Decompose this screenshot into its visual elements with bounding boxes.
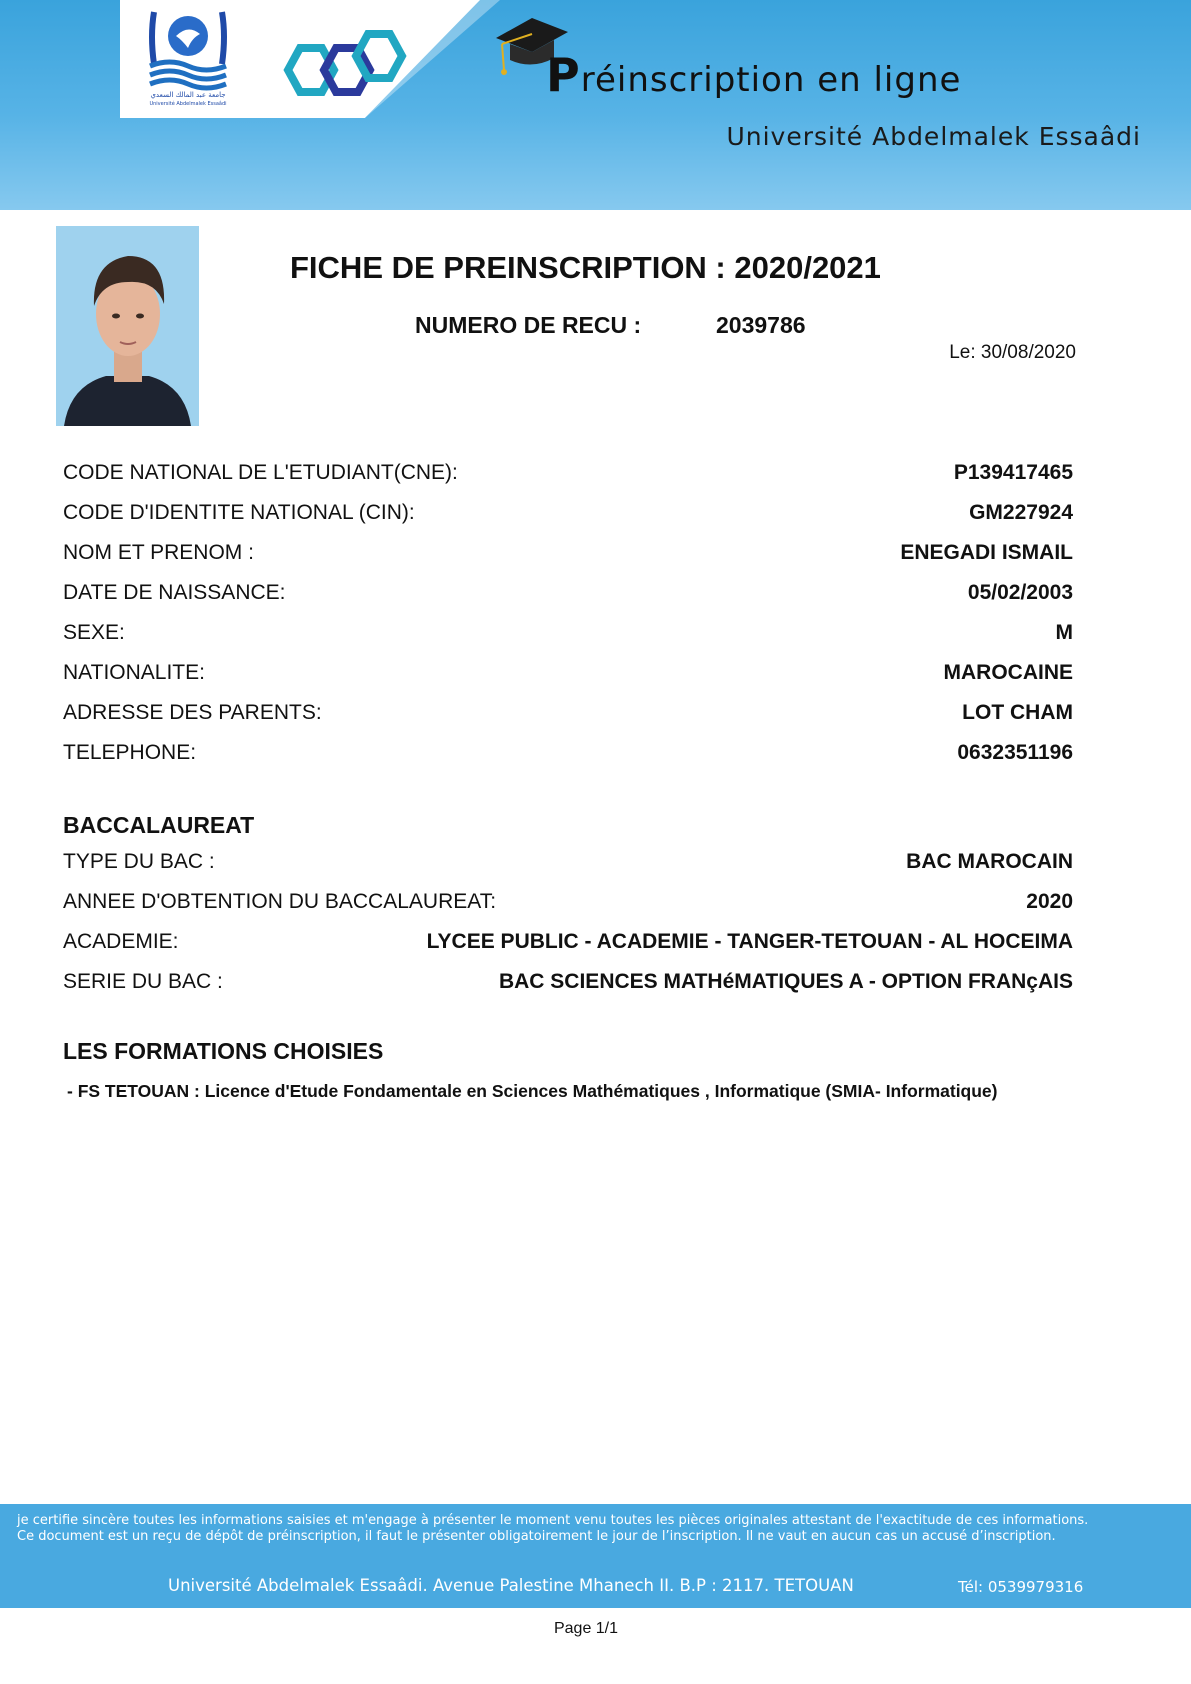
logo-caption-fr: Université Abdelmalek Essaâdi	[149, 101, 227, 106]
student-photo	[56, 226, 199, 426]
info-value: BAC MAROCAIN	[906, 850, 1073, 873]
info-label: NATIONALITE:	[63, 661, 205, 684]
info-label: ANNEE D'OBTENTION DU BACCALAUREAT:	[63, 890, 497, 913]
info-value: MAROCAINE	[943, 661, 1073, 684]
footer-band	[0, 1504, 1191, 1608]
info-row-name	[63, 541, 1073, 571]
info-label: SEXE:	[63, 621, 125, 644]
info-value: BAC SCIENCES MATHéMATIQUES A - OPTION FRANçAIS	[498, 970, 1073, 993]
footer-address: Université Abdelmalek Essaâdi. Avenue Palestine Mhanech II. B.P : 2117. TETOUAN	[168, 1576, 854, 1595]
info-value: LYCEE PUBLIC - ACADEMIE - TANGER-TETOUAN - AL HOCEIMA	[426, 930, 1073, 953]
footer-phone: Tél: 0539979316	[958, 1578, 1084, 1596]
app-title-initial: P	[546, 48, 581, 102]
formation-item: - FS TETOUAN : Licence d'Etude Fondamentale en Sciences Mathématiques , Informatique (SMIA- Informatique)	[67, 1081, 998, 1101]
university-logo-icon	[140, 6, 236, 106]
chain-links-icon	[282, 30, 412, 110]
receipt-number-label: NUMERO DE RECU :	[415, 312, 642, 338]
info-label: DATE DE NAISSANCE:	[63, 581, 286, 604]
info-label: TELEPHONE:	[63, 741, 197, 764]
logo-caption-ar: جامعة عبد المالك السعدي	[150, 91, 226, 99]
certification-line-1: je certifie sincère toutes les informations saisies et m'engage à présenter le moment venu toutes les pièces originales attestant de l'exactitude de ces informations.	[17, 1513, 1089, 1528]
university-name: Université Abdelmalek Essaâdi	[726, 122, 1141, 151]
info-value: ENEGADI ISMAIL	[900, 541, 1073, 564]
info-row-cin	[63, 501, 1073, 531]
info-value: GM227924	[969, 501, 1073, 524]
info-row-bac-serie	[63, 970, 1073, 1000]
info-label: CODE NATIONAL DE L'ETUDIANT(CNE):	[63, 461, 458, 484]
info-row-academie	[63, 930, 1073, 960]
info-value: 0632351196	[957, 741, 1073, 764]
student-photo-portrait	[56, 226, 199, 426]
receipt-number-value: 2039786	[716, 312, 806, 338]
info-row-sex	[63, 621, 1073, 651]
info-value: 2020	[1026, 890, 1073, 913]
info-row-parents-address	[63, 701, 1073, 731]
info-label: ACADEMIE:	[63, 930, 179, 953]
info-row-bac-type	[63, 850, 1073, 880]
baccalaureat-heading: BACCALAUREAT	[63, 812, 255, 838]
info-row-bac-year	[63, 890, 1073, 920]
app-title-rest: réinscription en ligne	[580, 60, 962, 100]
page-number: Page 1/1	[553, 1620, 619, 1637]
document-date: Le: 30/08/2020	[949, 342, 1076, 363]
info-row-nationality	[63, 661, 1073, 691]
info-row-telephone	[63, 741, 1073, 771]
info-row-birthdate	[63, 581, 1073, 611]
info-label: CODE D'IDENTITE NATIONAL (CIN):	[63, 501, 415, 524]
info-value: P139417465	[953, 461, 1073, 484]
document-title: FICHE DE PREINSCRIPTION : 2020/2021	[290, 250, 881, 285]
app-title	[546, 48, 961, 102]
info-value: LOT CHAM	[962, 701, 1073, 724]
info-value: 05/02/2003	[967, 581, 1073, 604]
info-label: SERIE DU BAC :	[63, 970, 223, 993]
certification-line-2: Ce document est un reçu de dépôt de préinscription, il faut le présenter obligatoirement le jour de l’inscription. Il ne vaut en aucun cas un accusé d’inscription.	[17, 1529, 1056, 1544]
info-label: TYPE DU BAC :	[63, 850, 215, 873]
info-row-cne	[63, 461, 1073, 491]
formations-heading: LES FORMATIONS CHOISIES	[63, 1038, 384, 1064]
info-value: M	[1055, 621, 1073, 644]
info-label: NOM ET PRENOM :	[63, 541, 254, 564]
certification-text	[17, 1513, 1177, 1545]
header-banner	[0, 0, 1191, 210]
info-label: ADRESSE DES PARENTS:	[63, 701, 322, 724]
